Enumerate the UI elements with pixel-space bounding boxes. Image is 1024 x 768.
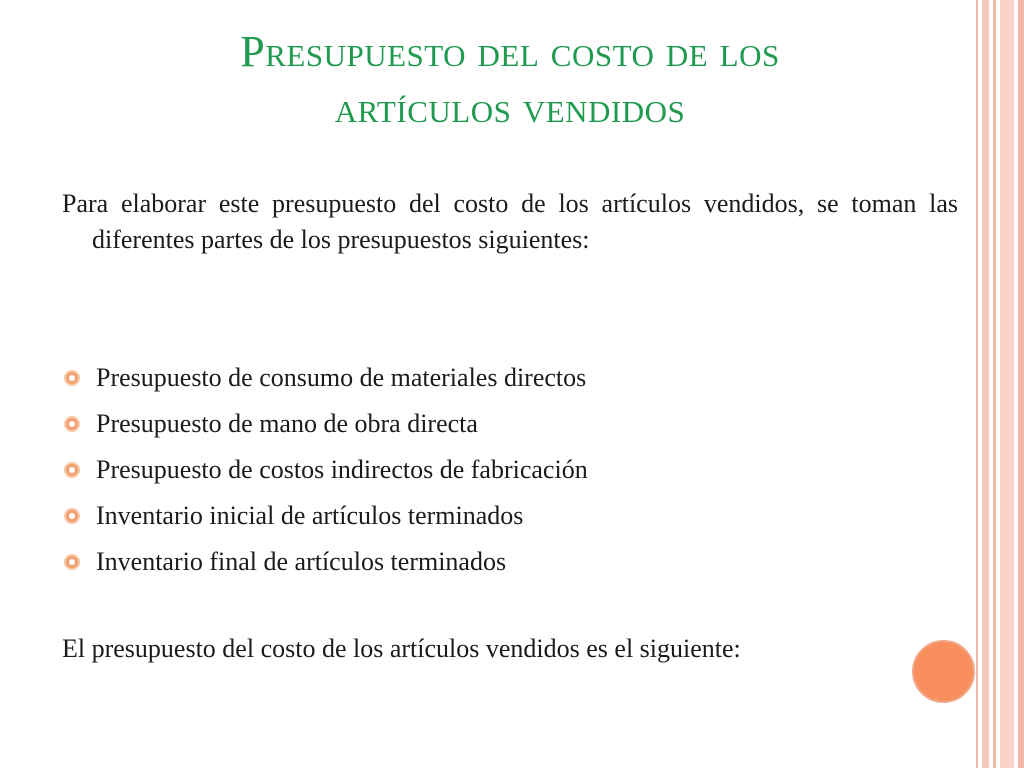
slide-title xyxy=(60,24,960,136)
list-item-text: Presupuesto de costos indirectos de fabricación xyxy=(96,455,588,484)
bullet-icon xyxy=(64,508,80,524)
decorative-stripe xyxy=(1000,0,1014,768)
bullet-icon xyxy=(64,370,80,386)
decorative-stripe xyxy=(982,0,989,768)
list-item xyxy=(62,493,922,539)
list-item xyxy=(62,447,922,493)
slide-title-line-2: artículos vendidos xyxy=(334,83,686,132)
decorative-stripe xyxy=(993,0,996,768)
bullet-icon xyxy=(64,416,80,432)
slide-title-line-1: Presupuesto del costo de los xyxy=(240,27,780,76)
list-item-text: Inventario inicial de artículos terminados xyxy=(96,501,524,530)
bullet-icon xyxy=(64,554,80,570)
orange-circle-decoration xyxy=(912,640,975,703)
list-item xyxy=(62,539,922,585)
list-item-text: Presupuesto de consumo de materiales directos xyxy=(96,363,587,392)
list-item xyxy=(62,401,922,447)
closing-paragraph: El presupuesto del costo de los artículos vendidos es el siguiente: xyxy=(62,634,741,663)
bullet-icon xyxy=(64,462,80,478)
list-item-text: Inventario final de artículos terminados xyxy=(96,547,507,576)
list-item-text: Presupuesto de mano de obra directa xyxy=(96,409,478,438)
bullet-list xyxy=(62,355,922,585)
list-item xyxy=(62,355,922,401)
decorative-stripe xyxy=(976,0,978,768)
decorative-stripe xyxy=(1018,0,1024,768)
intro-paragraph: Para elaborar este presupuesto del costo de los artículos vendidos, se toman las diferentes partes de los presupuestos siguientes: xyxy=(62,189,958,254)
